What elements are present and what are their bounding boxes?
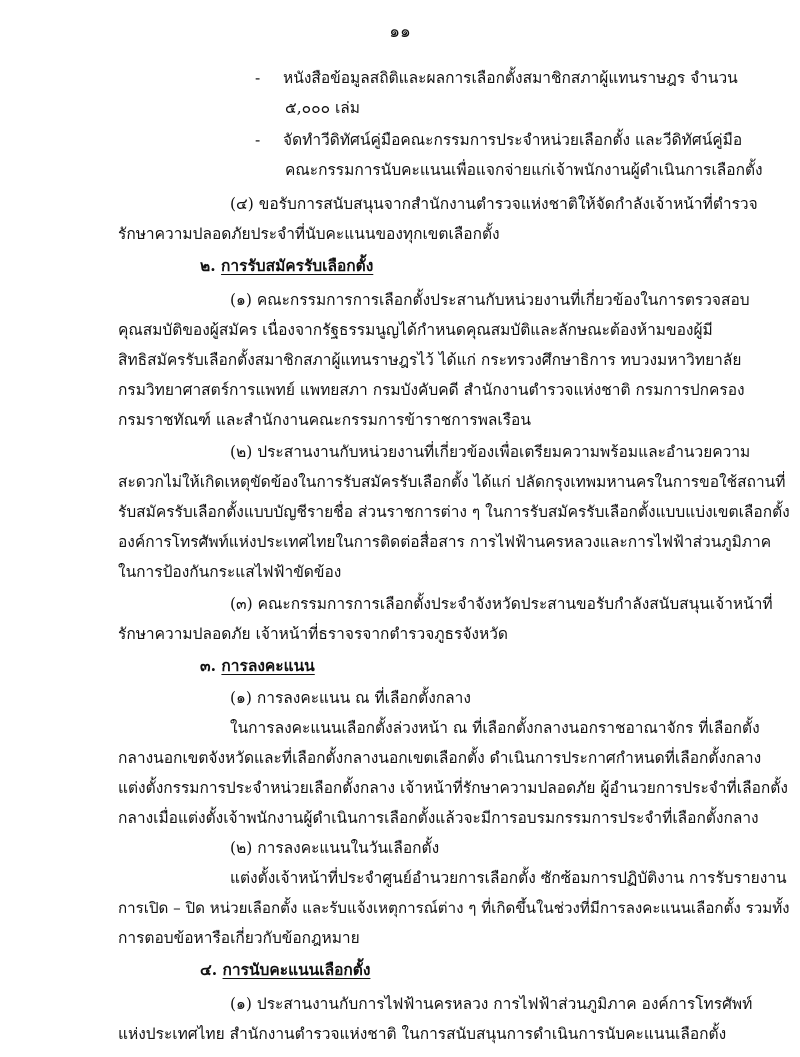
bullet-2-line-2: คณะกรรมการนับคะแนนเพื่อแจกจ่ายแก่เจ้าพนักงานผู้ดำเนินการเลือกตั้ง bbox=[285, 161, 763, 179]
section-4-number: ๔. bbox=[200, 960, 218, 979]
bullet-1-line-2: ๕,๐๐๐ เล่ม bbox=[285, 99, 360, 117]
section-4-heading bbox=[200, 958, 370, 982]
section-3-heading bbox=[200, 654, 315, 678]
section-2-p2-line-5: ในการป้องกันกระแสไฟฟ้าขัดข้อง bbox=[118, 563, 342, 581]
section-2-number: ๒. bbox=[200, 256, 216, 275]
section-2-p2-line-3: รับสมัครรับเลือกตั้งแบบบัญชีรายชื่อ ส่วนราชการต่าง ๆ ในการรับสมัครรับเลือกตั้งแบบแบ่งเขตเลือกตั้ง bbox=[118, 503, 790, 521]
bullet-1-text: หนังสือข้อมูลสถิติและผลการเลือกตั้งสมาชิกสภาผู้แทนราษฎร จำนวน bbox=[283, 69, 738, 87]
section-3-p2-line-1: แต่งตั้งเจ้าหน้าที่ประจำศูนย์อำนวยการเลือกตั้ง ซักซ้อมการปฏิบัติงาน การรับรายงาน bbox=[230, 869, 787, 887]
section-3-sub-1: (๑) การลงคะแนน ณ ที่เลือกตั้งกลาง bbox=[230, 689, 471, 707]
section-2-p1-line-3: สิทธิสมัครรับเลือกตั้งสมาชิกสภาผู้แทนราษฎรไว้ ได้แก่ กระทรวงศึกษาธิการ ทบวงมหาวิทยาลัย bbox=[118, 351, 742, 369]
item-4-line-2: รักษาความปลอดภัยประจำที่นับคะแนนของทุกเขตเลือกตั้ง bbox=[118, 225, 500, 243]
section-2-p2-line-1: (๒) ประสานงานกับหน่วยงานที่เกี่ยวข้องเพื่อเตรียมความพร้อมและอำนวยความ bbox=[230, 443, 751, 461]
page-number: ๑๑ bbox=[389, 22, 411, 42]
section-3-p1-line-4: กลางเมื่อแต่งตั้งเจ้าพนักงานผู้ดำเนินการเลือกตั้งแล้วจะมีการอบรมกรรมการประจำที่เลือกตั้งกลาง bbox=[118, 809, 759, 827]
bullet-2-text: จัดทำวีดิทัศน์คู่มือคณะกรรมการประจำหน่วยเลือกตั้ง และวีดิทัศน์คู่มือ bbox=[283, 131, 743, 149]
section-3-p1-line-2: กลางนอกเขตจังหวัดและที่เลือกตั้งกลางนอกเขตเลือกตั้ง ดำเนินการประกาศกำหนดที่เลือกตั้งกลาง bbox=[118, 749, 762, 767]
bullet-1-line-1 bbox=[255, 66, 738, 90]
section-3-title: การลงคะแนน bbox=[221, 656, 315, 675]
section-2-p1-line-1: (๑) คณะกรรมการการเลือกตั้งประสานกับหน่วยงานที่เกี่ยวข้องในการตรวจสอบ bbox=[230, 291, 750, 309]
bullet-dash: - bbox=[255, 69, 261, 87]
section-4-p1-line-2: แห่งประเทศไทย สำนักงานตำรวจแห่งชาติ ในการสนับสนุนการดำเนินการนับคะแนนเลือกตั้ง bbox=[118, 1025, 727, 1043]
section-3-p1-line-1: ในการลงคะแนนเลือกตั้งล่วงหน้า ณ ที่เลือกตั้งกลางนอกราชอาณาจักร ที่เลือกตั้ง bbox=[230, 719, 760, 737]
section-2-p2-line-4: องค์การโทรศัพท์แห่งประเทศไทยในการติดต่อสื่อสาร การไฟฟ้านครหลวงและการไฟฟ้าส่วนภูมิภาค bbox=[118, 533, 772, 551]
section-4-p1-line-1: (๑) ประสานงานกับการไฟฟ้านครหลวง การไฟฟ้าส่วนภูมิภาค องค์การโทรศัพท์ bbox=[230, 995, 753, 1013]
section-2-p1-line-2: คุณสมบัติของผู้สมัคร เนื่องจากรัฐธรรมนูญได้กำหนดคุณสมบัติและลักษณะต้องห้ามของผู้มี bbox=[118, 321, 713, 339]
section-2-p3-line-2: รักษาความปลอดภัย เจ้าหน้าที่ธราจรจากตำรวจภูธรจังหวัด bbox=[118, 625, 508, 643]
section-2-p1-line-4: กรมวิทยาศาสตร์การแพทย์ แพทยสภา กรมบังคับคดี สำนักงานตำรวจแห่งชาติ กรมการปกครอง bbox=[118, 381, 745, 399]
bullet-dash: - bbox=[255, 131, 261, 149]
section-2-title: การรับสมัครรับเลือกตั้ง bbox=[221, 256, 374, 275]
section-2-heading bbox=[200, 254, 373, 278]
section-3-p2-line-2: การเปิด – ปิด หน่วยเลือกตั้ง และรับแจ้งเหตุการณ์ต่าง ๆ ที่เกิดขึ้นในช่วงที่มีการลงคะแนนเลือกตั้ง รวมทั้ง bbox=[118, 899, 790, 917]
section-2-p2-line-2: สะดวกไม่ให้เกิดเหตุขัดข้องในการรับสมัครรับเลือกตั้ง ได้แก่ ปลัดกรุงเทพมหานครในการขอใช้สถานที่ bbox=[118, 473, 786, 491]
item-4-line-1: (๔) ขอรับการสนับสนุนจากสำนักงานตำรวจแห่งชาติให้จัดกำลังเจ้าหน้าที่ตำรวจ bbox=[230, 195, 758, 213]
section-3-sub-2: (๒) การลงคะแนนในวันเลือกตั้ง bbox=[230, 839, 440, 857]
section-2-p3-line-1: (๓) คณะกรรมการการเลือกตั้งประจำจังหวัดประสานขอรับกำลังสนับสนุนเจ้าหน้าที่ bbox=[230, 595, 773, 613]
section-2-p1-line-5: กรมราชทัณฑ์ และสำนักงานคณะกรรมการข้าราชการพลเรือน bbox=[118, 411, 531, 429]
section-4-title: การนับคะแนนเลือกตั้ง bbox=[222, 960, 371, 979]
section-3-p1-line-3: แต่งตั้งกรรมการประจำหน่วยเลือกตั้งกลาง เจ้าหน้าที่รักษาความปลอดภัย ผู้อำนวยการประจำที่เลือกตั้ง bbox=[118, 779, 788, 797]
bullet-2-line-1 bbox=[255, 128, 742, 152]
section-3-number: ๓. bbox=[200, 656, 216, 675]
section-3-p2-line-3: การตอบข้อหารือเกี่ยวกับข้อกฎหมาย bbox=[118, 929, 360, 947]
